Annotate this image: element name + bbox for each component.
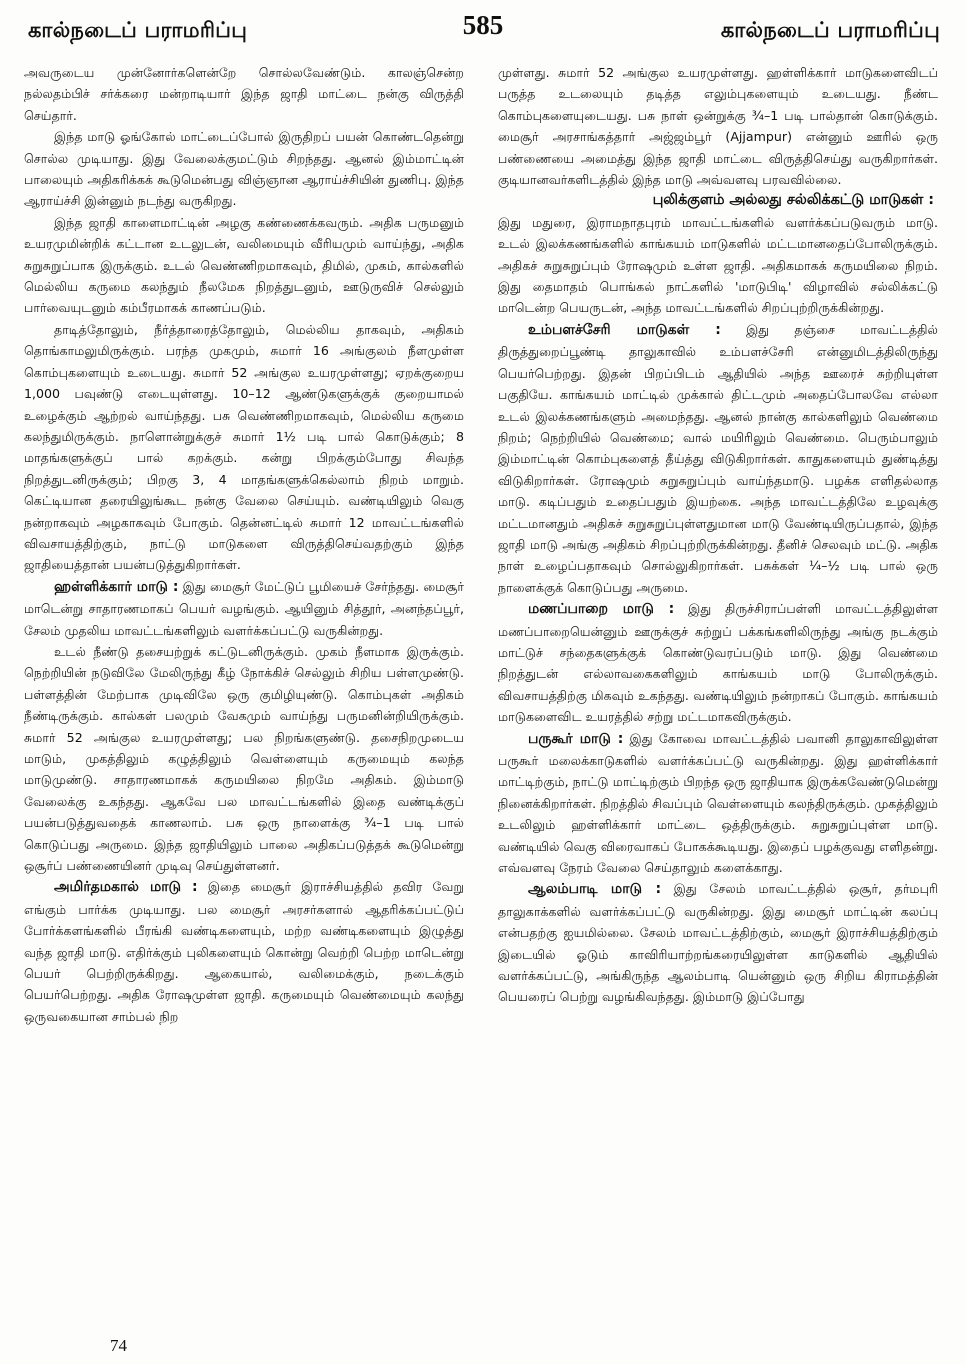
section-heading-hallikar: ஹள்ளிக்கார் மாடு : [54,578,179,595]
section-paragraph [498,598,938,727]
paragraph-text: இது திருச்சிராப்பள்ளி மாவட்டத்திலுள்ள மணப்பாறையென்னும் ஊருக்குச் சுற்றுப் பக்கங்களிலிருந்து அங்கு நடக்கும் மாட்டுச் சந்தைகளுக்குக் கொண்டுவரப்படும் மாடு. இது வெண்மை நிறத்துடன் எல்லாவகைகளிலும் காங்கயம் மாடு போலிருக்கும். விவசாயத்திற்கு மிகவும் உகந்தது. வண்டியிலும் நன்றாகப் போகும். காங்கயம் மாடுகளைவிட உயரத்தில் சற்று மட்டமாகவிருக்கும். [498,601,938,725]
section-paragraph [498,728,938,879]
section-paragraph [24,576,464,641]
running-title-right: கால்நடைப் பராமரிப்பு [720,18,940,42]
paragraph: இது மதுரை, இராமநாதபுரம் மாவட்டங்களில் வளர்க்கப்படுவரும் மாடு. உடல் இலக்கணங்களில் காங்கயம் மாடுகளில் மட்டமானதைப்போலிருக்கும். அதிகச் சுறுசுறுப்பும் ரோஷமும் உள்ள ஜாதி. அதிகமாகக் கருமயிலை நிறம். இது தைமாதம் பொங்கல் நாட்களில் 'மாடுபிடி' விழாவில் சல்லிக்கட்டு மாடென்ற பெயருடன், அந்த மாவட்டங்களில் சிறப்புற்றிருக்கின்றது. [498,214,938,316]
page-header [22,8,944,48]
section-heading-alambadi: ஆலம்பாடி மாடு : [528,881,662,898]
section-paragraph [498,319,938,598]
paragraph: அவருடைய முன்னோர்களென்றே சொல்லவேண்டும். காலஞ்சென்ற நல்லதம்பிச் சர்க்கரை மன்றாடியார் இந்த ஜாதி மாட்டை நன்கு விருத்தி செய்தார். [24,65,464,123]
section-heading-manapparai: மணப்பாறை மாடு : [528,601,675,618]
paragraph-text: இது கோவை மாவட்டத்தில் பவானி தாலுகாவிலுள்ள பருகூர் மலைக்காடுகளில் வளர்க்கப்பட்டு வருகின்றது. இது ஹள்ளிக்கார் மாட்டிற்கும், நாட்டு மாட்டிற்கும் பிறந்த ஒரு ஜாதியாக இருக்கவேண்டுமென்று நினைக்கிறார்கள். நிறத்தில் சிவப்பும் வெள்ளையும் கலந்திருக்கும். முகத்திலும் உடலிலும் ஹள்ளிக்கார் மாட்டை ஒத்திருக்கும். சுறுசுறுப்புள்ள மாடு. வண்டியில் வெகு விரைவாகப் போகக்கூடியது. இதைப் பழக்குவது எளிதன்று. எவ்வளவு நேரம் வேலை செய்தாலும் களைக்காது. [498,730,938,876]
paragraph: இந்த ஜாதி காளைமாட்டின் அழகு கண்ணைக்கவரும். அதிக பருமனும் உயரமுமின்றிக் கட்டான உடலுடன், வலிமையும் வீரியமும் வாய்ந்து, அதிக சுறுசுறுப்பாக இருக்கும். உடல் வெண்ணிறமாகவும், திமில், முகம், கால்களில் மெல்லிய கருமை கலந்தும் நீலமேக நிறத்துடனும், ஊடுருவிச் செல்லும் பார்வையுடனும் கம்பீரமாகக் காணப்படும். [24,214,464,316]
section-heading-bargur: பருகூர் மாடு : [528,730,624,747]
page-number: 585 [462,10,504,40]
paragraph-text: இதை மைசூர் இராச்சியத்தில் தவிர வேறு எங்கும் பார்க்க முடியாது. பல மைசூர் அரசர்களால் ஆதரிக்கப்பட்டுப் போர்க்களங்களில் பீரங்கி வண்டிகளையும், மற்ற வண்டிகளையும் இழுத்து வந்த ஜாதி மாடு. எதிர்க்கும் புலிகளையும் கொன்று வெற்றி பெற்ற மாடென்று பெயர் பெற்றிருக்கிறது. ஆகையால், வலிமைக்கும், நடைக்கும் பெயர்பெற்றது. அதிக ரோஷமுள்ள ஜாதி. கருமையும் வெண்மையும் கலந்து ஒருவகையான சாம்பல் நிற [24,879,464,1024]
paragraph-text: இது மைசூர் மேட்டுப் பூமியைச் சேர்ந்தது. மைசூர் மாடென்று சாதாரணமாகப் பெயர் வழங்கும். ஆயினும் சித்தூர், அனந்தப்பூர், சேலம் முதலிய மாவட்டங்களிலும் வளர்க்கப்பட்டு வருகின்றது. [24,578,464,638]
folio-mark: 74 [110,1336,127,1355]
paragraph: இந்த மாடு ஓங்கோல் மாட்டைப்போல் இருதிறப் பயன் கொண்டதென்று சொல்ல முடியாது. இது வேலைக்குமட்டும் சிறந்தது. ஆனல் இம்மாட்டின் பாலையும் அதிகரிக்கக் கூடுமென்பது விஞ்ஞான ஆராய்ச்சியின் துணிபு. இந்த ஆராய்ச்சி இன்னும் நடந்து வருகிறது. [24,129,464,209]
section-heading-amritmahal: அமிர்தமகால் மாடு : [54,879,198,896]
paragraph: முள்ளது. சுமார் 52 அங்குல உயரமுள்ளது. ஹள்ளிக்கார் மாடுகளைவிடப் பருத்த உடலையும் தடித்த எலும்புகளையும் உடையது. நீண்ட கொம்புகளையுடையது. பசு நாள் ஒன்றுக்கு ¾–1 படி பால்தான் கொடுக்கும். மைசூர் அரசாங்கத்தார் அஜ்ஜம்பூர் (Ajjampur) என்னும் ஊரில் ஒரு பண்ணையை அமைத்து இந்த ஜாதி மாட்டை விருத்திசெய்து வருகிறார்கள். குடியானவர்களிடத்தில் இந்த மாடு அவ்வளவு பரவவில்லை. [498,65,938,188]
running-title-left: கால்நடைப் பராமரிப்பு [28,18,248,42]
paragraph-text: இது தஞ்சை மாவட்டத்தில் திருத்துறைப்பூண்டி தாலுகாவில் உம்பளச்சேரி என்னுமிடத்திலிருந்து பெயர்பெற்றது. இதன் பிறப்பிடம் ஆதியில் அந்த ஊரைச் சுற்றியுள்ள பகுதியே. காங்கயம் மாட்டில் முக்கால் திட்டமும் அதைப்போலவே எல்லா உடல் இலக்கணங்களும் அமைந்தது. ஆனல் நான்கு கால்களிலும் வெண்மை நிறம்; நெற்றியில் வெண்மை; வால் மயிரிலும் வெண்மை. பெரும்பாலும் இம்மாட்டின் கொம்புகளைத் தீய்த்து விடுகிறார்கள். காதுகளையும் துண்டித்து விடுகிறார்கள். ரோஷமும் சுறுசுறுப்பும் வாய்ந்தமாடு. பழக்க எளிதல்லாத மாடு. கடிப்பதும் உதைப்பதும் இயற்கை. அந்த மாவட்டத்திலே உழவுக்கு மட்டமானதும் அதிகச் சுறுசுறுப்புள்ளதுமான மாடு வேண்டியிருப்பதால், இந்த ஜாதி மாடு அங்கு அதிகம் சிறப்புற்றிருக்கின்றது. தீனிச் செலவும் மட்டு. அதிக நாள் உழைப்பதாகவும் சொல்லுகிறார்கள். பசுக்கள் ¼–½ படி பால் ஒரு நாளைக்குக் கொடுப்பது அருமை. [498,321,938,595]
paragraph-text: இது சேலம் மாவட்டத்தில் ஒசூர், தர்மபுரி தாலுகாக்களில் வளர்க்கப்பட்டு வருகின்றது. இது மைசூர் மாட்டின் கலப்பு என்பதற்கு ஐயமில்லை. சேலம் மாவட்டத்திற்கும், மைசூர் இராச்சியத்திற்கும் இடையில் ஓடும் காவிரியாற்றங்கரையிலுள்ள காடுகளில் ஆதியில் வளர்க்கப்பட்டு, அங்கிருந்த ஆலம்பாடி யென்னும் ஒரு சிறிய கிராமத்தின் பெயரைப் பெற்று வழங்கிவந்தது. இம்மாடு இப்போது [498,881,939,1005]
paragraph: உடல் நீண்டு தசையற்றுக் கட்டுடனிருக்கும். முகம் நீளமாக இருக்கும். நெற்றியின் நடுவிலே மேலிருந்து கீழ் நோக்கிச் செல்லும் சிறிய பள்ளமுண்டு. பள்ளத்தின் மேற்பாக முடிவிலே ஒரு குமிழியுண்டு. கொம்புகள் அதிகம் நீண்டிருக்கும். கால்கள் பலமும் வேகமும் வாய்ந்து பருமனின்றியிருக்கும். சுமார் 52 அங்குல உயரமுள்ளது; பல நிறங்களுண்டு. தசைநிறமுடைய மாடும், முகத்திலும் கழுத்திலும் வெள்ளையும் கருமையும் கலந்த மாடுமுண்டு. சாதாரணமாகக் கருமயிலை நிறமே அதிகம். இம்மாடு வேலைக்கு உகந்தது. ஆகவே பல மாவட்டங்களில் இதை வண்டிக்குப் பயன்படுத்துவதைக் காணலாம். பசு ஒரு நாளைக்கு ¾–1 படி பால் கொடுப்பது அருமை. இந்த ஜாதியிலும் பாலை அதிகப்படுத்தக் கூடுமென்று ஒசூர்ப் பண்ணையினர் முடிவு செய்துள்ளனர். [24,643,464,874]
section-paragraph [24,876,464,1027]
section-heading-pulikulam: புலிக்குளம் அல்லது சல்லிக்கட்டு மாடுகள் : [652,192,934,209]
section-heading-umbalacheri: உம்பளச்சேரி மாடுகள் : [528,321,721,338]
section-paragraph [498,878,938,1007]
left-column [24,62,464,1027]
paragraph: தாடித்தோலும், நீர்த்தாரைத்தோலும், மெல்லிய தாகவும், அதிகம் தொங்காமலுமிருக்கும். பரந்த முகமும், சுமார் 16 அங்குலம் நீளமுள்ள கொம்புகளையும் உடையது. சுமார் 52 அங்குல உயரமுள்ளது; ஏறக்குறைய 1,000 பவுண்டு எடையுள்ளது. 10–12 ஆண்டுகளுக்குக் குறையாமல் உழைக்கும் ஆற்றல் வாய்ந்தது. பசு வெண்ணிறமாகவும், மெல்லிய கருமை கலந்துமிருக்கும். நாளொன்றுக்குச் சுமார் 1½ படி பால் கொடுக்கும்; 8 மாதங்களுக்குப் பால் கறக்கும். கன்று பிறக்கும்போது சிவந்த நிறத்துடனிருக்கும்; பிறகு 3, 4 மாதங்களுக்கெல்லாம் நிறம் மாறும். கெட்டியான தரையிலுங்கூட நன்கு வேலை செய்யும். வண்டியிலும் வெகு நன்றாகவும் அழகாகவும் போகும். தென்னட்டில் சுமார் 12 மாவட்டங்களில் விவசாயத்திற்கும், நாட்டு மாடுகளை விருத்திசெய்வதற்கும் இந்த ஜாதியைத்தான் பயன்படுத்துகிறார்கள். [24,321,464,573]
right-column [498,62,938,1008]
